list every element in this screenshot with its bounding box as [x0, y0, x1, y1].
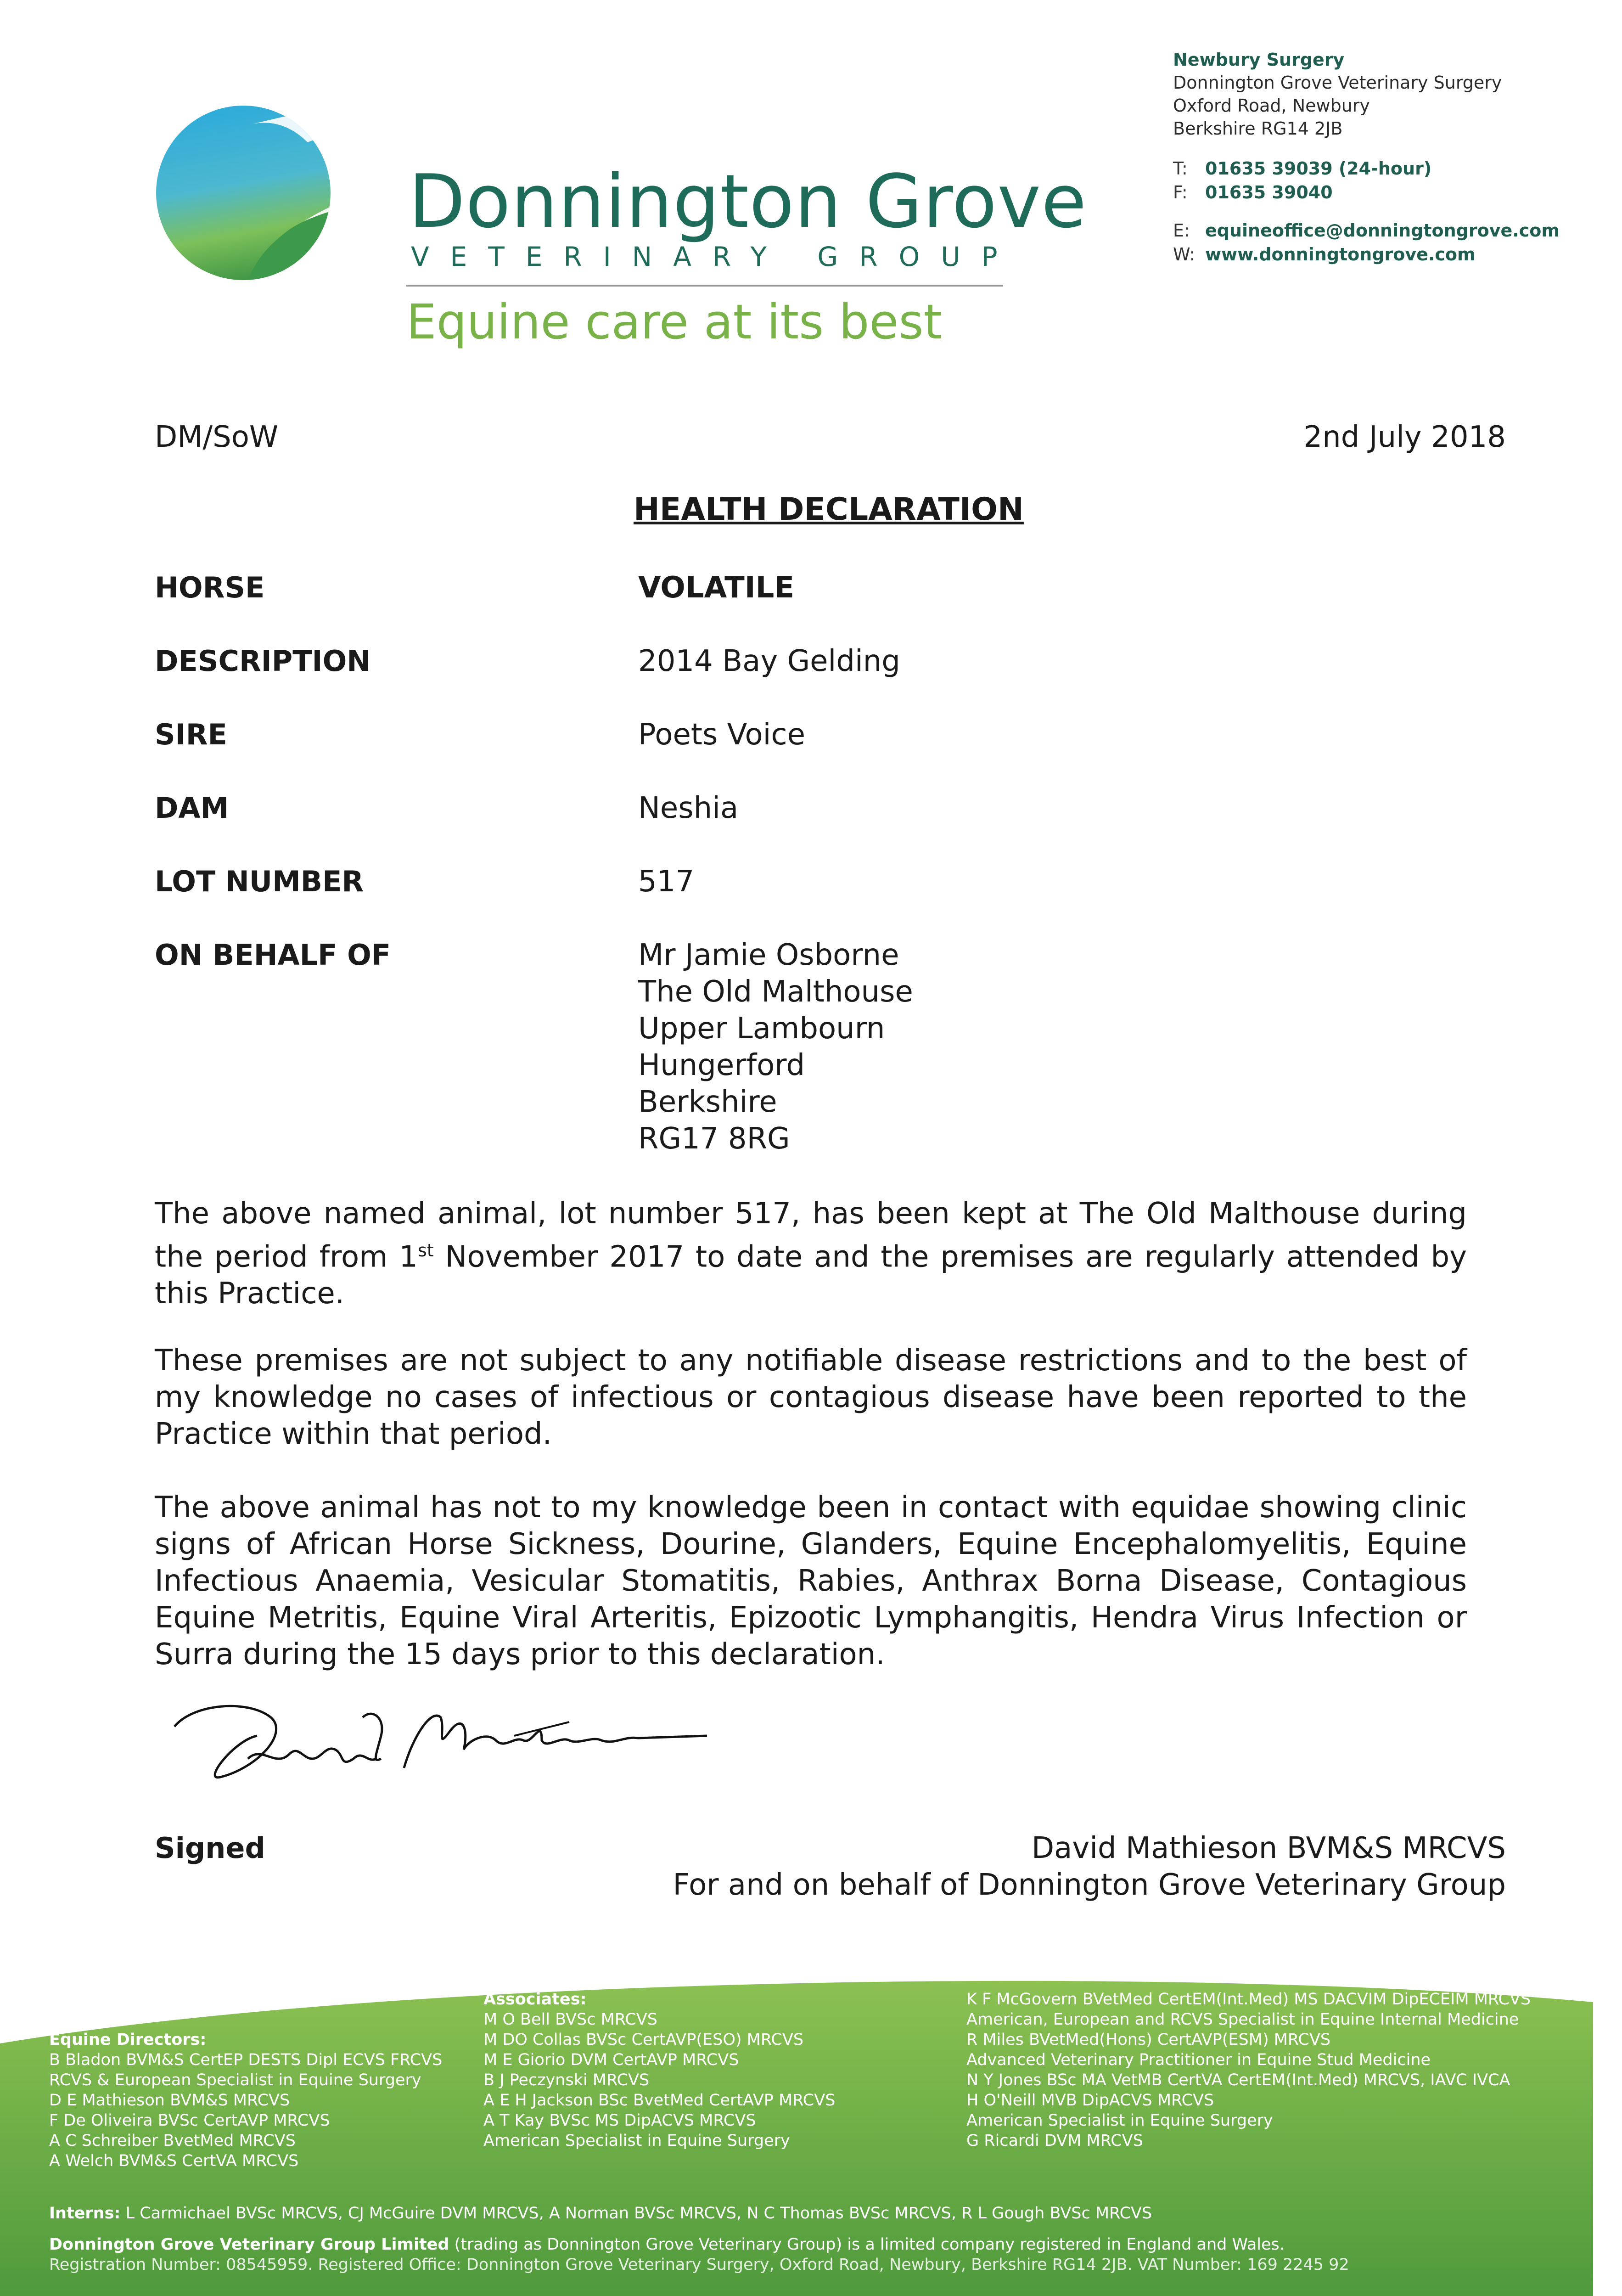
tel-value: 01635 39039 (24-hour) — [1205, 158, 1432, 179]
ordinal-suffix: st — [418, 1240, 434, 1261]
directors-heading: Equine Directors: — [49, 2031, 207, 2049]
field-value: 517 — [638, 865, 695, 899]
field-label: LOT NUMBER — [155, 865, 364, 898]
address-line: Hungerford — [638, 1048, 805, 1082]
specialist: N Y Jones BSc MA VetMB CertVA CertEM(Int.Med) MRCVS, IAVC IVCA — [966, 2071, 1510, 2089]
brand-divider — [406, 285, 1003, 287]
reference: DM/SoW — [155, 420, 279, 454]
interns-label: Interns: — [49, 2204, 121, 2223]
web-label: W: — [1173, 244, 1195, 264]
company-text: (trading as Donnington Grove Veterinary Group) is a limited company registered in England and Wales. — [449, 2235, 1285, 2254]
field-value: Mr Jamie Osborne — [638, 938, 899, 972]
director: RCVS & European Specialist in Equine Surgery — [49, 2071, 421, 2089]
field-label: DESCRIPTION — [155, 644, 371, 678]
paragraph-1 — [155, 1195, 1467, 1312]
field-label: ON BEHALF OF — [155, 938, 391, 972]
field-value: 2014 Bay Gelding — [638, 644, 900, 678]
specialists-list — [966, 1989, 1531, 2151]
fax — [1173, 182, 1333, 203]
specialist: H O'Neill MVB DipACVS MRCVS — [966, 2091, 1214, 2110]
director: A Welch BVM&S CertVA MRCVS — [49, 2152, 299, 2170]
signatory-name: David Mathieson BVM&S MRCVS — [1031, 1831, 1506, 1865]
associate: A T Kay BVSc MS DipACVS MRCVS — [483, 2111, 756, 2130]
director: B Bladon BVM&S CertEP DESTS Dipl ECVS FRCVS — [49, 2051, 443, 2069]
field-label: HORSE — [155, 571, 265, 604]
interns-names: L Carmichael BVSc MRCVS, CJ McGuire DVM MRCVS, A Norman BVSc MRCVS, N C Thomas BVSc MRCVS, R L Gough BVSc MRCVS — [125, 2204, 1152, 2223]
associates-heading: Associates: — [483, 1990, 587, 2009]
field-label: DAM — [155, 791, 229, 825]
paragraph-text: November 2017 to date and the premises are regularly attended by this Practice. — [155, 1240, 1467, 1311]
associates-list — [483, 1989, 835, 2151]
associate: M E Giorio DVM CertAVP MRCVS — [483, 2051, 739, 2069]
tel-label: T: — [1173, 158, 1188, 179]
associate: B J Peczynski MRCVS — [483, 2071, 650, 2089]
specialist: Advanced Veterinary Practitioner in Equine Stud Medicine — [966, 2051, 1431, 2069]
paragraph-3: The above animal has not to my knowledge been in contact with equidae showing clinic signs of African Horse Sickness, Dourine, Glanders, Equine Encephalomyelitis, Equine Infectious Anaemia, Vesicular Stomatitis, Rabies, Anthrax Borna Disease, Contagious Equine Metritis, Equine Viral Arteritis, Epizootic Lymphangitis, Hendra Virus Infection or Surra during the 15 days prior to this declaration. — [155, 1491, 1467, 1671]
associate: M DO Collas BVSc CertAVP(ESO) MRCVS — [483, 2031, 804, 2049]
associate: M O Bell BVSc MRCVS — [483, 2010, 657, 2029]
logo-mark — [156, 106, 331, 280]
specialist: K F McGovern BVetMed CertEM(Int.Med) MS DACVIM DipECEIM MRCVS — [966, 1990, 1531, 2009]
email-label: E: — [1173, 220, 1190, 241]
address-line: Berkshire — [638, 1085, 777, 1119]
field-value: VOLATILE — [638, 571, 795, 605]
paragraph-2: These premises are not subject to any notifiable disease restrictions and to the best of my knowledge no cases of infectious or contagious disease have been reported to the Practice within that period. — [155, 1344, 1467, 1451]
paragraph-text: The above named animal, lot number 517, has been kept at The Old Malthouse during the period from 1 — [155, 1197, 1467, 1274]
signatory-organisation: For and on behalf of Donnington Grove Veterinary Group — [673, 1868, 1506, 1902]
address-line: Upper Lambourn — [638, 1012, 885, 1046]
field-value: Poets Voice — [638, 718, 805, 752]
specialist: G Ricardi DVM MRCVS — [966, 2132, 1143, 2150]
brand-subtitle: VETERINARY GROUP — [411, 241, 1019, 272]
specialist: American Specialist in Equine Surgery — [966, 2111, 1273, 2130]
company-name: Donnington Grove Veterinary Group Limited — [49, 2235, 449, 2254]
website[interactable] — [1173, 244, 1476, 264]
registration-line: Registration Number: 08545959. Registered Office: Donnington Grove Veterinary Surgery, Oxford Road, Newbury, Berkshire RG14 2JB. VAT Number: 169 2245 92 — [49, 2256, 1349, 2274]
associate: A E H Jackson BSc BvetMed CertAVP MRCVS — [483, 2091, 836, 2110]
director: A C Schreiber BvetMed MRCVS — [49, 2132, 296, 2150]
specialist: American, European and RCVS Specialist in Equine Internal Medicine — [966, 2010, 1519, 2029]
address-line: Donnington Grove Veterinary Surgery — [1173, 73, 1502, 93]
email[interactable] — [1173, 220, 1560, 241]
address-line: Oxford Road, Newbury — [1173, 96, 1370, 116]
handwritten-signature — [165, 1690, 739, 1791]
directors-list — [49, 2030, 442, 2171]
brand-tagline: Equine care at its best — [406, 294, 943, 350]
letter-date: 2nd July 2018 — [1303, 420, 1506, 454]
interns-line — [49, 2203, 1152, 2223]
fax-value: 01635 39040 — [1205, 182, 1333, 203]
field-value: Neshia — [638, 791, 739, 825]
associate: American Specialist in Equine Surgery — [483, 2132, 790, 2150]
email-value[interactable]: equineoffice@donningtongrove.com — [1205, 220, 1560, 241]
web-value[interactable]: www.donningtongrove.com — [1205, 244, 1476, 264]
address-line: The Old Malthouse — [638, 975, 913, 1009]
address-line: RG17 8RG — [638, 1122, 790, 1156]
fax-label: F: — [1173, 182, 1188, 203]
signed-label: Signed — [155, 1831, 265, 1865]
company-line — [49, 2234, 1285, 2255]
field-label: SIRE — [155, 718, 227, 751]
horse-head-icon — [156, 106, 331, 280]
document-title: HEALTH DECLARATION — [634, 491, 1024, 528]
surgery-name: Newbury Surgery — [1173, 50, 1345, 70]
director: D E Mathieson BVM&S MRCVS — [49, 2091, 290, 2110]
telephone — [1173, 158, 1431, 179]
specialist: R Miles BVetMed(Hons) CertAVP(ESM) MRCVS — [966, 2031, 1331, 2049]
director: F De Oliveira BVSc CertAVP MRCVS — [49, 2111, 330, 2130]
address-line: Berkshire RG14 2JB — [1173, 118, 1343, 139]
brand-name: Donnington Grove — [409, 158, 1087, 244]
